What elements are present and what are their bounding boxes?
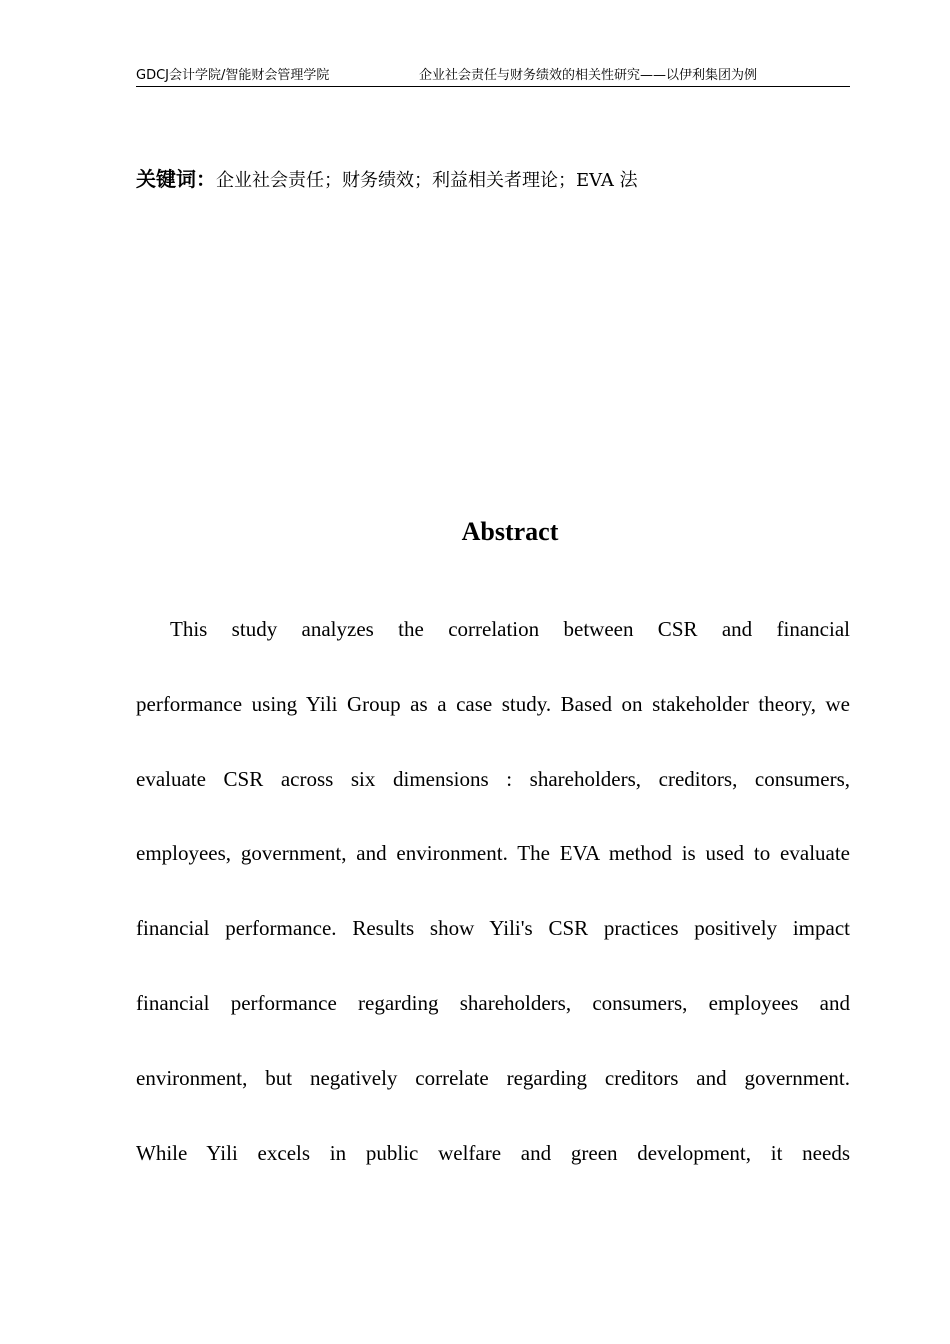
header-institution: GDCJ会计学院/智能财会管理学院 xyxy=(136,68,330,83)
abstract-line: While Yili excels in public welfare and green development, it needs xyxy=(136,1140,850,1165)
abstract-line: financial performance regarding shareholders, consumers, employees and xyxy=(136,990,850,1015)
page-header xyxy=(136,66,850,87)
abstract-line: employees, government, and environment. The EVA method is used to evaluate xyxy=(136,841,850,866)
abstract-line: evaluate CSR across six dimensions : shareholders, creditors, consumers, xyxy=(136,766,850,791)
abstract-line: environment, but negatively correlate regarding creditors and government. xyxy=(136,1065,850,1090)
abstract-line: performance using Yili Group as a case study. Based on stakeholder theory, we xyxy=(136,691,850,716)
abstract-line: financial performance. Results show Yili's CSR practices positively impact xyxy=(136,916,850,941)
abstract-title: Abstract xyxy=(461,517,559,546)
abstract-body xyxy=(136,592,850,1190)
keywords-label: 关键词： xyxy=(136,167,216,191)
keywords-line xyxy=(136,164,850,196)
header-thesis-title: 企业社会责任与财务绩效的相关性研究——以伊利集团为例 xyxy=(419,68,758,83)
keywords-text: 企业社会责任；财务绩效；利益相关者理论；EVA 法 xyxy=(216,170,638,191)
abstract-line: This study analyzes the correlation between CSR and financial xyxy=(170,617,850,641)
